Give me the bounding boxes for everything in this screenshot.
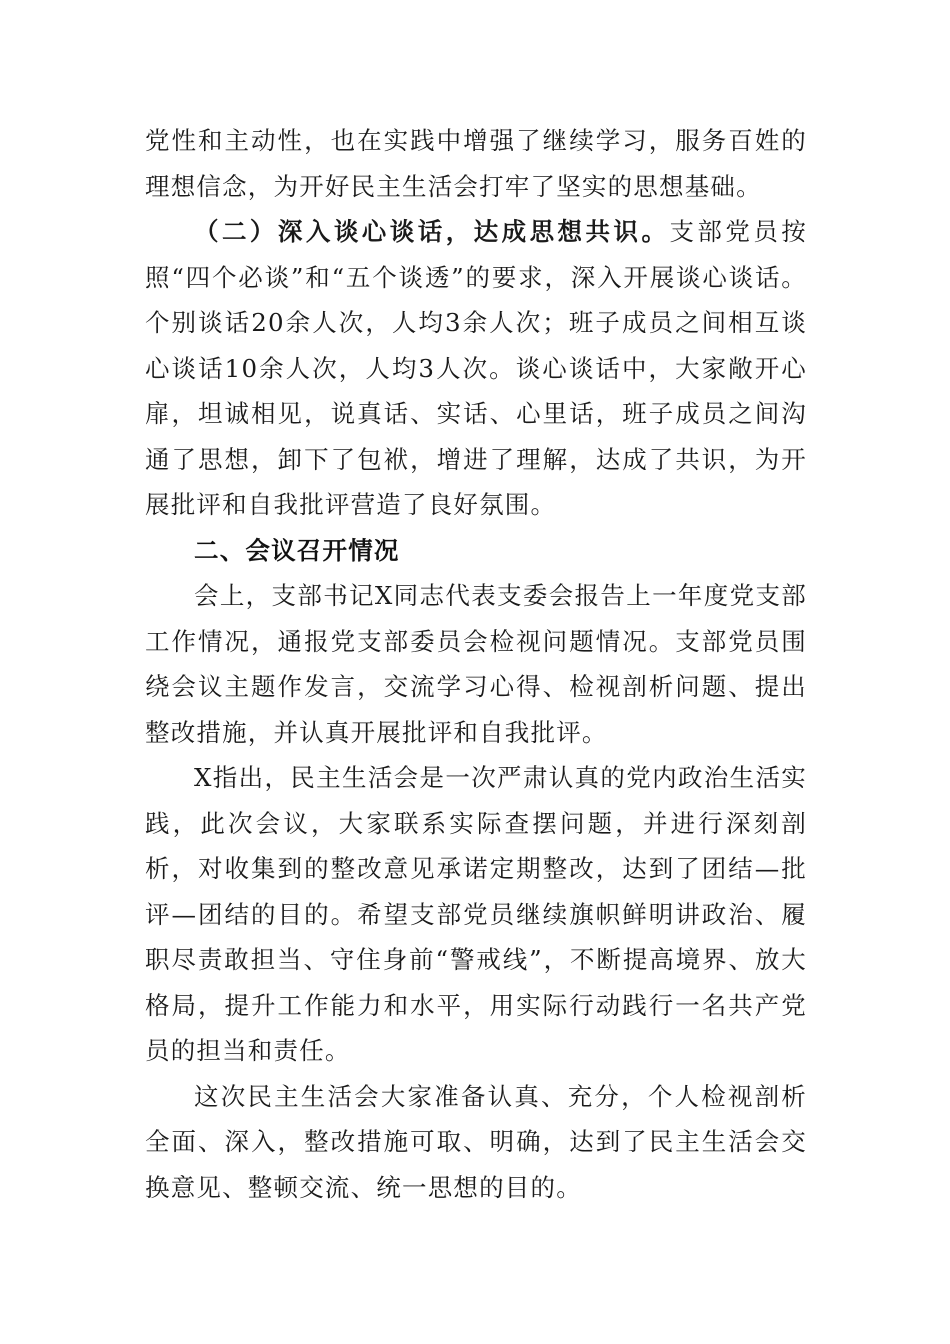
paragraph-conclusion: 这次民主生活会大家准备认真、充分，个人检视剖析全面、深入，整改措施可取、明确，达到了民主生活会交换意见、整顿交流、统一思想的目的。 (145, 1081, 807, 1202)
paragraph-continuation (145, 118, 807, 209)
paragraph-talks (145, 209, 807, 528)
paragraph-x-remarks: X指出，民主生活会是一次严肃认真的党内政治生活实践，此次会议，大家联系实际查摆问题，并进行深刻剖析，对收集到的整改意见承诺定期整改，达到了团结—批评—团结的目的。希望支部党员继续旗帜鲜明讲政治、履职尽责敢担当、守住身前“警戒线”，不断提高境界、放大格局，提升工作能力和水平，用实际行动践行一名共产党员的担当和责任。 (145, 763, 807, 1065)
paragraph-lead-heading: （二）深入谈心谈话，达成思想共识。 (194, 217, 670, 246)
paragraph-meeting-report: 会上，支部书记X同志代表支委会报告上一年度党支部工作情况，通报党支部委员会检视问题情况。支部党员围绕会议主题作发言，交流学习心得、检视剖析问题、提出整改措施，并认真开展批评和自我批评。 (145, 581, 807, 747)
paragraph-text: 党性和主动性，也在实践中增强了继续学习，服务百姓的理想信念，为开好民主生活会打牢了坚实的思想基础。 (145, 126, 807, 201)
section-heading: 二、会议召开情况 (194, 535, 400, 565)
document-body (145, 118, 807, 1210)
paragraph-text: 支部党员按照“四个必谈”和“五个谈透”的要求，深入开展谈心谈话。个别谈话20余人次，人均3余人次；班子成员之间相互谈心谈话10余人次，人均3人次。谈心谈话中，大家敞开心扉，坦诚相见，说真话、实话、心里话，班子成员之间沟通了思想，卸下了包袱，增进了理解，达成了共识，为开展批评和自我批评营造了良好氛围。 (145, 217, 808, 519)
